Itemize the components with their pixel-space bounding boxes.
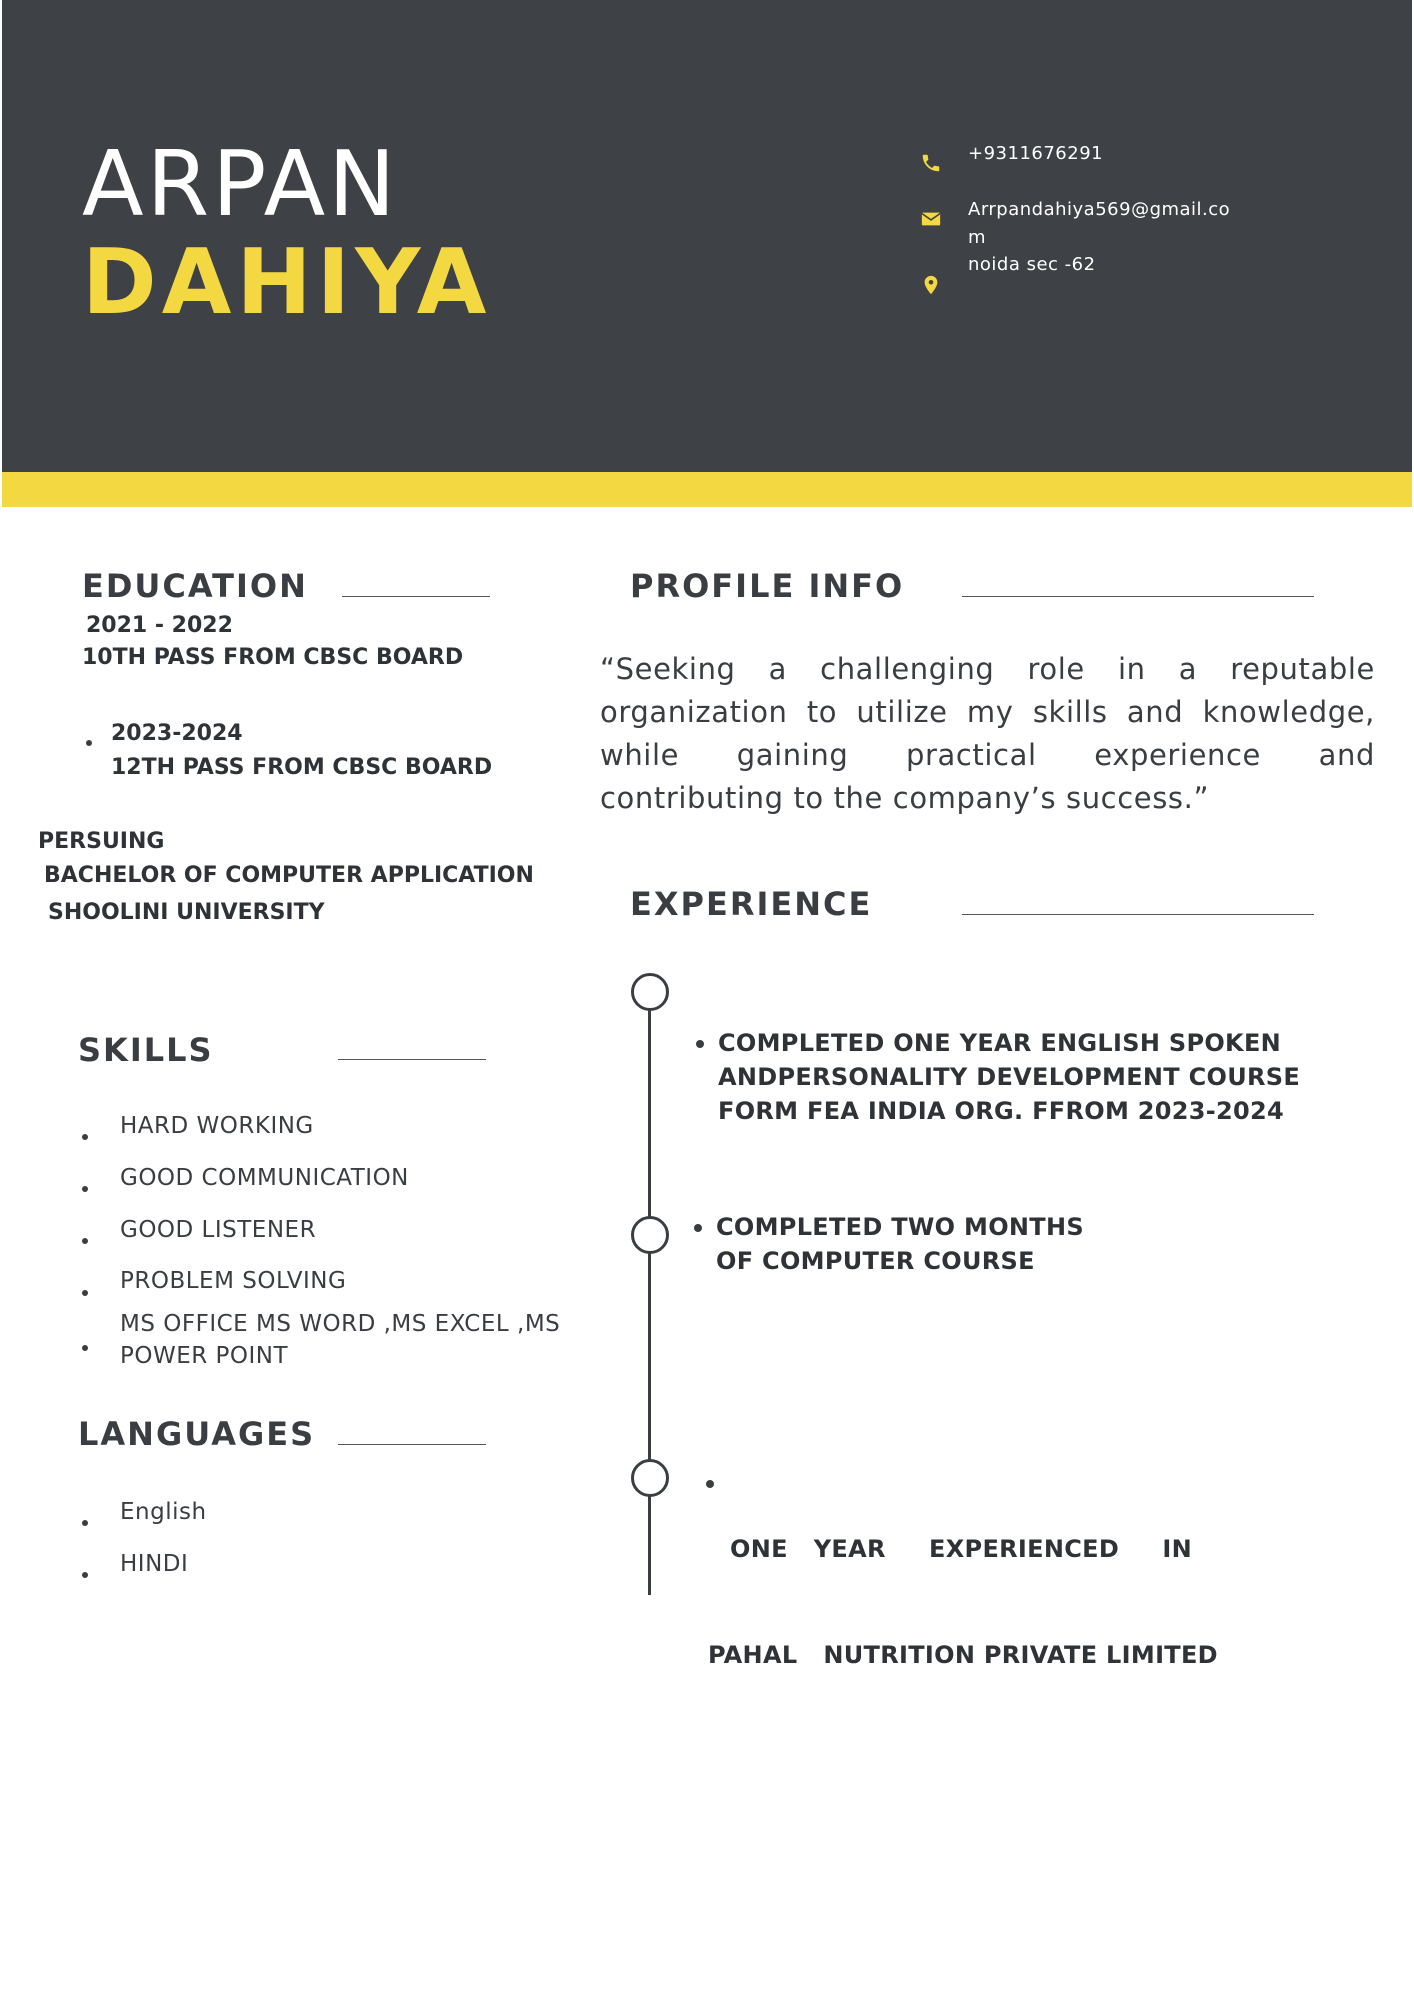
experience-item: [708, 1464, 1218, 1706]
timeline-node: [631, 1216, 669, 1254]
skill-item: HARD WORKING: [120, 1113, 314, 1139]
profile-title: PROFILE INFO: [630, 567, 905, 605]
phone-icon: [920, 152, 942, 174]
education-years-2: 2023-2024: [111, 721, 243, 746]
education-detail-1: 10TH PASS FROM CBSC BOARD: [82, 645, 464, 670]
skills-divider: [338, 1059, 486, 1060]
email-line-1: Arrpandahiya569@gmail.co: [968, 199, 1231, 220]
first-name: ARPAN: [82, 132, 399, 237]
bullet: [82, 1186, 88, 1192]
bullet: [82, 1238, 88, 1244]
accent-bar: [2, 472, 1412, 507]
bullet: [82, 1134, 88, 1140]
experience-line: ANDPERSONALITY DEVELOPMENT COURSE: [718, 1063, 1301, 1091]
email-line-2: m: [968, 227, 987, 248]
experience-item: [716, 1210, 1084, 1278]
experience-line: ONE YEAR EXPERIENCED IN: [730, 1535, 1192, 1563]
phone-number: +9311676291: [968, 143, 1104, 164]
bullet: [82, 1345, 88, 1351]
skill-item: GOOD LISTENER: [120, 1217, 317, 1243]
last-name: DAHIYA: [82, 230, 492, 335]
bullet: [82, 1520, 88, 1526]
education-divider: [342, 596, 490, 597]
experience-line: OF COMPUTER COURSE: [716, 1247, 1035, 1275]
skill-item: PROBLEM SOLVING: [120, 1268, 347, 1294]
education-university: SHOOLINI UNIVERSITY: [48, 900, 325, 925]
location: noida sec -62: [968, 254, 1096, 275]
experience-title: EXPERIENCE: [630, 885, 873, 923]
language-item: HINDI: [120, 1551, 189, 1577]
skill-item-line-1: MS OFFICE MS WORD ,MS EXCEL ,MS: [120, 1311, 561, 1337]
profile-summary: “Seeking a challenging role in a reputable organization to utilize my skills and knowledge, while gaining practical experience and contributing to the company’s success.”: [600, 652, 1375, 815]
experience-line: PAHAL NUTRITION PRIVATE LIMITED: [708, 1641, 1218, 1669]
skill-item-line-2: POWER POINT: [120, 1343, 289, 1369]
bullet: [696, 1040, 704, 1048]
skill-item-ms-office: [120, 1308, 560, 1372]
timeline-node: [631, 1459, 669, 1497]
experience-line: COMPLETED TWO MONTHS: [716, 1213, 1084, 1241]
envelope-icon: [920, 208, 942, 230]
education-detail-2: 12TH PASS FROM CBSC BOARD: [111, 755, 493, 780]
education-title: EDUCATION: [82, 567, 308, 605]
experience-line: FORM FEA INDIA ORG. FFROM 2023-2024: [718, 1097, 1285, 1125]
language-item: English: [120, 1499, 207, 1525]
languages-title: LANGUAGES: [78, 1415, 316, 1453]
skills-title: SKILLS: [78, 1031, 214, 1069]
bullet: [82, 1572, 88, 1578]
bullet: [694, 1224, 702, 1232]
experience-line: COMPLETED ONE YEAR ENGLISH SPOKEN: [718, 1029, 1282, 1057]
timeline-node: [631, 973, 669, 1011]
profile-divider: [962, 596, 1314, 597]
email-address: [968, 196, 1230, 252]
experience-item: [718, 1026, 1300, 1128]
bullet: [82, 1290, 88, 1296]
skill-item: GOOD COMMUNICATION: [120, 1165, 409, 1191]
location-pin-icon: [920, 274, 942, 296]
experience-divider: [962, 914, 1314, 915]
bullet: [86, 740, 92, 746]
languages-divider: [338, 1444, 486, 1445]
education-years-1: 2021 - 2022: [86, 613, 233, 638]
education-degree: BACHELOR OF COMPUTER APPLICATION: [44, 863, 534, 888]
education-line-persuing: PERSUING: [38, 829, 165, 854]
timeline-line: [648, 1010, 651, 1595]
